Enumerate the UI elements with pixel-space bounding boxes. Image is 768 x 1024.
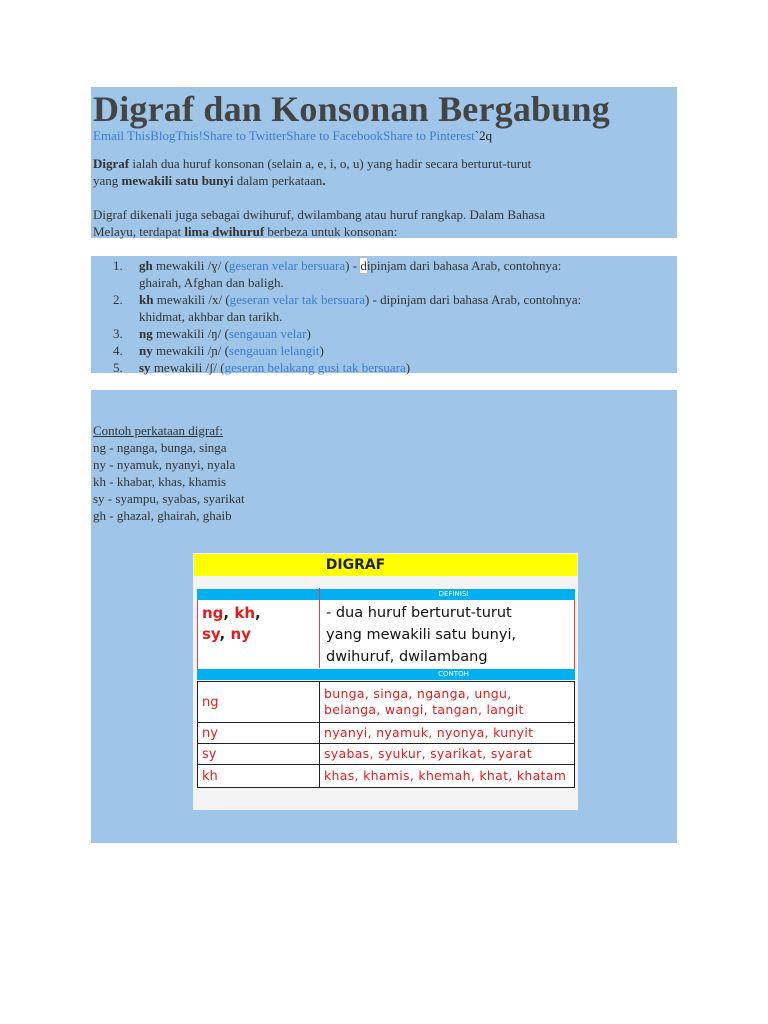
value-line: belanga, wangi, tangan, langit bbox=[324, 702, 524, 717]
digraph-after: ) bbox=[306, 326, 311, 341]
phonetic-link[interactable]: geseran velar bersuara bbox=[228, 258, 346, 273]
blogthis-link[interactable]: BlogThis! bbox=[150, 128, 203, 143]
table-value bbox=[320, 682, 575, 723]
example-line: ny - nyamuk, nyanyi, nyala bbox=[93, 457, 236, 472]
digraph-summary bbox=[202, 603, 261, 645]
digraph-after: ) - dipinjam dari bahasa Arab, contohnya: bbox=[365, 292, 582, 307]
list-item bbox=[113, 359, 673, 376]
term-digraf: Digraf bbox=[93, 156, 130, 171]
p2-text2: Melayu, terdapat bbox=[93, 224, 185, 239]
table-row bbox=[198, 765, 575, 788]
list-item bbox=[113, 291, 673, 325]
table-row bbox=[198, 682, 575, 723]
alias-paragraph bbox=[93, 206, 677, 240]
share-twitter-link[interactable]: Share to Twitter bbox=[202, 128, 287, 143]
p1-text: ialah dua huruf konsonan (selain a, e, i, o, u) yang hadir secara berturut-turut bbox=[129, 156, 532, 171]
list-number: 4. bbox=[113, 343, 123, 358]
table-key: ng bbox=[198, 682, 320, 723]
p1-text3: dalam perkataan bbox=[233, 173, 323, 188]
page-title: Digraf dan Konsonan Bergabung bbox=[93, 89, 610, 129]
digraph-desc: mewakili /ŋ/ ( bbox=[152, 326, 229, 341]
example-line: ng - nganga, bunga, singa bbox=[93, 440, 227, 455]
digraph-term: sy bbox=[139, 360, 151, 375]
digraph-desc: mewakili /x/ ( bbox=[153, 292, 230, 307]
summary-ng: ng bbox=[202, 604, 224, 622]
phonetic-link[interactable]: geseran velar tak bersuara bbox=[229, 292, 365, 307]
summary-kh: kh bbox=[234, 604, 255, 622]
examples-list bbox=[93, 422, 245, 524]
summary-sy: sy bbox=[202, 625, 220, 643]
share-facebook-link[interactable]: Share to Facebook bbox=[286, 128, 384, 143]
digraph-term: gh bbox=[139, 258, 153, 273]
digraph-term: ny bbox=[139, 343, 153, 358]
summary-sep: , bbox=[255, 604, 261, 622]
definition-box bbox=[197, 600, 575, 669]
list-item bbox=[113, 342, 673, 359]
example-line: kh - khabar, khas, khamis bbox=[93, 474, 227, 489]
digraph-desc: mewakili /ɣ/ ( bbox=[152, 258, 229, 273]
table-key: sy bbox=[198, 744, 320, 765]
list-number: 1. bbox=[113, 258, 123, 273]
list-number: 5. bbox=[113, 360, 123, 375]
definition-line: - dua huruf berturut-turut bbox=[326, 605, 512, 621]
p1-text2: yang bbox=[93, 173, 122, 188]
highlighted-char: d bbox=[360, 258, 367, 273]
table-value: khas, khamis, khemah, khat, khatam bbox=[320, 765, 575, 788]
definition-text bbox=[326, 602, 516, 668]
table-value: nyanyi, nyamuk, nyonya, kunyit bbox=[320, 723, 575, 744]
summary-sep: , bbox=[223, 604, 235, 622]
digraph-examples: khidmat, akhbar dan tarikh. bbox=[139, 309, 283, 324]
definition-line: dwihuruf, dwilambang bbox=[326, 649, 488, 665]
phonetic-link[interactable]: geseran belakang gusi tak bersuara bbox=[224, 360, 406, 375]
phonetic-link[interactable]: sengauan velar bbox=[228, 326, 307, 341]
phonetic-link[interactable]: sengauan lelangit bbox=[228, 343, 320, 358]
p1-period: . bbox=[322, 173, 326, 188]
value-line: bunga, singa, nganga, ungu, bbox=[324, 686, 512, 701]
contoh-bar: CONTOH bbox=[197, 669, 575, 680]
digraph-examples: ghairah, Afghan dan baligh. bbox=[139, 275, 284, 290]
example-line: gh - ghazal, ghairah, ghaib bbox=[93, 508, 232, 523]
digraph-list-block bbox=[91, 256, 677, 373]
list-number: 3. bbox=[113, 326, 123, 341]
share-pinterest-link[interactable]: Share to Pinterest bbox=[383, 128, 475, 143]
examples-heading: Contoh perkataan digraf: bbox=[93, 423, 223, 438]
share-links bbox=[93, 128, 677, 144]
share-suffix: `2q bbox=[474, 128, 493, 143]
example-line: sy - syampu, syabas, syarikat bbox=[93, 491, 245, 506]
p2-text3: berbeza untuk konsonan: bbox=[264, 224, 398, 239]
digraph-list bbox=[113, 257, 673, 376]
definisi-bar: DEFINISI bbox=[197, 589, 575, 600]
p2-text: Digraf dikenali juga sebagai dwihuruf, dwilambang atau huruf rangkap. Dalam Bahasa bbox=[93, 207, 545, 222]
table-key: ny bbox=[198, 723, 320, 744]
contoh-table bbox=[197, 681, 575, 788]
summary-sep: , bbox=[219, 625, 231, 643]
table-value: syabas, syukur, syarikat, syarat bbox=[320, 744, 575, 765]
table-row bbox=[198, 744, 575, 765]
digraph-term: kh bbox=[139, 292, 154, 307]
digraph-desc: mewakili /ɲ/ ( bbox=[152, 343, 229, 358]
table-row bbox=[198, 723, 575, 744]
p2-bold: lima dwihuruf bbox=[184, 224, 265, 239]
email-this-link[interactable]: Email This bbox=[93, 128, 151, 143]
digraph-term: ng bbox=[139, 326, 153, 341]
intro-block bbox=[91, 87, 677, 238]
definition-line: yang mewakili satu bunyi, bbox=[326, 627, 517, 643]
summary-ny: ny bbox=[230, 625, 251, 643]
list-item bbox=[113, 257, 673, 291]
digraph-after: ) bbox=[405, 360, 411, 375]
definition-paragraph bbox=[93, 155, 677, 189]
digraph-after: ) - bbox=[345, 258, 361, 273]
p1-bold: mewakili satu bunyi bbox=[121, 173, 234, 188]
divider bbox=[319, 588, 320, 668]
digraph-after: ) bbox=[319, 343, 324, 358]
digraf-table-image bbox=[193, 553, 578, 810]
digraph-desc: mewakili /ʃ/ ( bbox=[150, 360, 225, 375]
table-key: kh bbox=[198, 765, 320, 788]
list-item bbox=[113, 325, 673, 342]
digraf-banner: DIGRAF bbox=[194, 554, 577, 576]
examples-block bbox=[91, 390, 677, 843]
digraph-rest: ipinjam dari bahasa Arab, contohnya: bbox=[366, 258, 562, 273]
list-number: 2. bbox=[113, 292, 123, 307]
